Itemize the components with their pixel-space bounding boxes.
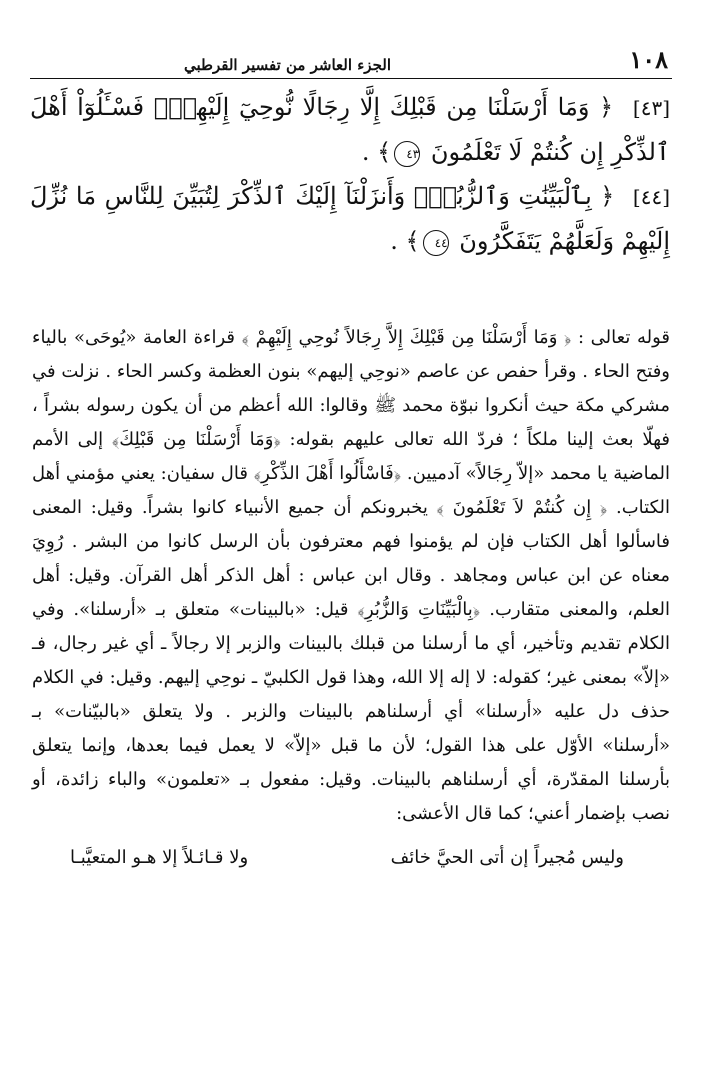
commentary-paragraph: قوله تعالى : ﴿ وَمَا أَرْسَلْنَا مِن قَبْلِكَ إِلاَّ رِجَالاً نُوحِي إِلَيْهِمْ ﴾ قراءة العامة «يُوحَى» بالياء وفتح الحاء . وقرأ حفص عن عاصم «نوحِي إليهم» بنون العظمة وكسر الحاء . نزلت في مشركي مكة حيث أنكروا نبوّة محمد ﷺ وقالوا: الله أعظم من أن يكون رسوله بشراً ، فهلّا بعث إلينا ملكاً ؛ فردّ الله تعالى عليهم بقوله: ﴿وَمَا أَرْسَلْنَا مِن قَبْلِكَ﴾ إلى الأمم الماضية يا محمد «إلاّ رِجَالاً» آدميين. ﴿فَاسْأَلُوا أَهْلَ الذِّكْرِ﴾ قال سفيان: يعني مؤمني أهل الكتاب. ﴿ إِن كُنتُمْ لاَ تَعْلَمُونَ ﴾ يخبرونكم أن جميع الأنبياء كانوا بشراً. وقيل: المعنى فاسألوا أهل الكتاب فإن لم يؤمنوا فهم معترفون بأن الرسل كانوا من البشر . رُوِيَ معناه عن ابن عباس ومجاهد . وقال ابن عباس : أهل الذكر أهل القرآن. وقيل: أهل العلم، والمعنى متقارب. ﴿بِالْبَيِّنَاتِ وَالزُّبُرِ﴾ قيل: «بالبينات» متعلق بـ «أرسلنا». وفي الكلام تقديم وتأخير، أي ما أرسلنا من قبلك بالبينات والزبر إلا رجالاً ـ أي غير رجال، فـ «إلاّ» بمعنى غير؛ كقوله: لا إله إلا الله، وهذا قول الكلبيّ ـ نوحِي إليهم. وقيل: في الكلام حذف دل عليه «أرسلنا» أي أرسلناهم بالبينات والزبر . ولا يتعلق «بالبيّنات» بـ «أرسلنا» الأوّل على هذا القول؛ لأن ما قبل «إلاّ» لا يعمل فيما بعدها، وإنما يتعلق بأرسلنا المقدّرة، أي أرسلناهم بالبينات. وقيل: مفعول بـ «تعلمون» والباء زائدة، أو نصب بإضمار أعني؛ كما قال الأعشى:	[32, 327, 670, 824]
closing-bracket: ﴾ .	[390, 227, 420, 255]
poem-hemistich-left: ولا قـائـلاً إلا هـو المتعيَّبـا	[70, 847, 249, 868]
verse-text: ﴿ بِٱلْبَيِّنَٰتِ وَٱلزُّبُرِۗ وَأَنزَلْنَآ إِلَيْكَ ٱلذِّكْرَ لِتُبَيِّنَ لِلنَّاسِ مَا نُزِّلَ إِلَيْهِمْ وَلَعَلَّهُمْ يَتَفَكَّرُونَ	[30, 182, 670, 255]
verse-number: [٤٤]	[632, 185, 670, 209]
quran-verses	[30, 85, 672, 263]
closing-bracket: ﴾ .	[361, 138, 392, 166]
page-number: ١٠٨	[629, 45, 668, 74]
verse-text: ﴿ وَمَا أَرْسَلْنَا مِن قَبْلِكَ إِلَّا رِجَالًا نُّوحِيٓ إِلَيْهِمْۚ فَسْـَٔلُوٓاْ أَهْلَ ٱلذِّكْرِ إِن كُنتُمْ لَا تَعْلَمُونَ	[30, 93, 670, 166]
ayah-end-mark-icon: ٤٣	[394, 141, 420, 167]
page-header	[30, 38, 672, 79]
verse-44	[30, 174, 672, 263]
poem-hemistich-right: وليس مُجيراً إن أتى الحيَّ خائف	[390, 847, 624, 868]
commentary	[30, 321, 672, 831]
running-title: الجزء العاشر من تفسير القرطبي	[184, 56, 391, 74]
verse-number: [٤٣]	[632, 96, 670, 120]
poem-verse	[70, 843, 624, 873]
verse-43	[30, 85, 672, 174]
ayah-end-mark-icon: ٤٤	[423, 230, 449, 256]
